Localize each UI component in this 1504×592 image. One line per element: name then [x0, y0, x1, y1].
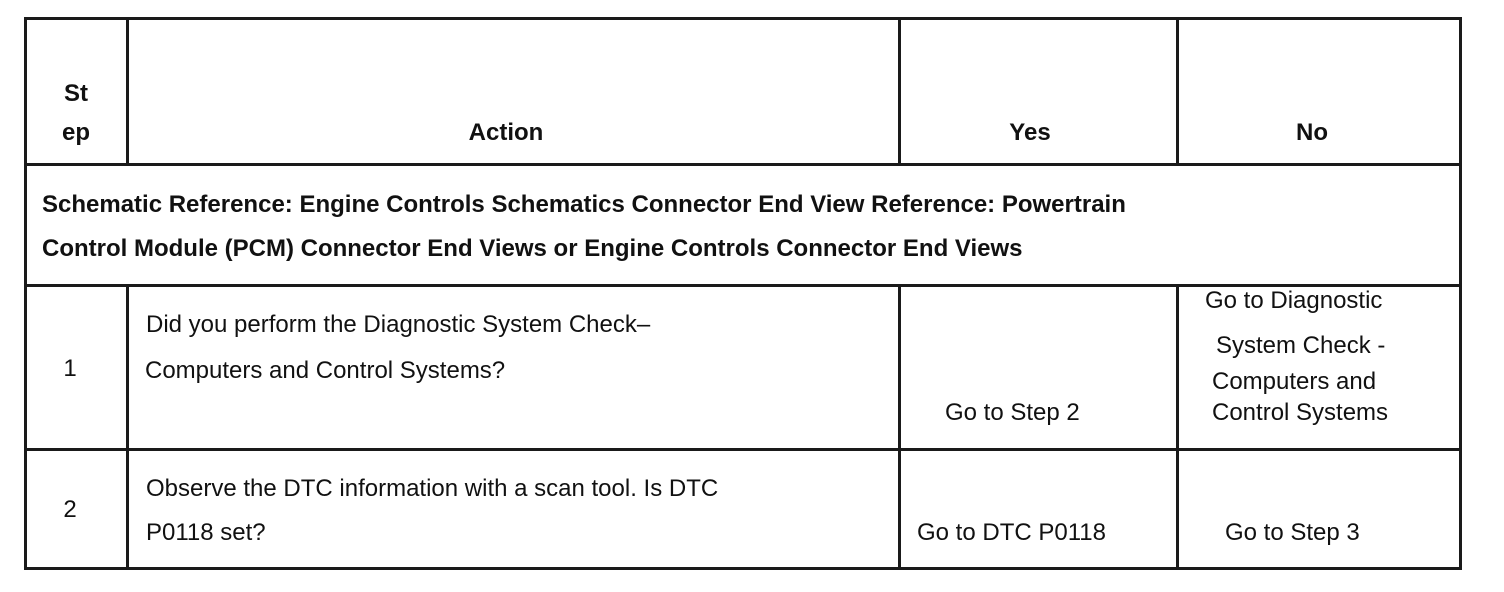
row1-no-line4: Control Systems	[1212, 399, 1389, 426]
header-step-line1: St	[64, 80, 88, 107]
header-step-line2: ep	[61, 119, 90, 146]
row1-no-line2: System Check -	[1216, 332, 1386, 359]
table-border-bottom	[24, 567, 1462, 570]
row1-action-line1: Did you perform the Diagnostic System Check–	[146, 311, 651, 338]
row1-no-line1: Go to Diagnostic	[1205, 287, 1383, 314]
header-no: No	[1296, 119, 1328, 146]
row1-action-line2: Computers and Control Systems?	[145, 357, 506, 384]
table-border-right	[1459, 17, 1462, 570]
column-divider-yes	[1176, 284, 1179, 570]
row2-step: 2	[63, 496, 77, 523]
table-border-left	[24, 17, 27, 570]
column-divider-action	[898, 284, 901, 570]
row1-no-line3: Computers and	[1212, 368, 1377, 395]
row2-no: Go to Step 3	[1225, 519, 1360, 546]
column-divider-action	[898, 17, 901, 166]
header-action: Action	[468, 119, 544, 146]
row2-yes: Go to DTC P0118	[917, 519, 1106, 546]
row-divider	[24, 448, 1462, 451]
table-border-top	[24, 17, 1462, 20]
header-divider	[24, 163, 1462, 166]
column-divider-step	[126, 17, 129, 166]
row2-action-line1: Observe the DTC information with a scan tool. Is DTC	[146, 475, 719, 502]
column-divider-yes	[1176, 17, 1179, 166]
column-divider-step	[126, 284, 129, 570]
row2-action-line2: P0118 set?	[146, 519, 266, 546]
schematic-reference-line1: Schematic Reference: Engine Controls Schematics Connector End View Reference: Powertrain	[42, 191, 1126, 218]
row1-yes: Go to Step 2	[945, 399, 1080, 426]
schematic-reference-line2: Control Module (PCM) Connector End Views or Engine Controls Connector End Views	[42, 235, 1023, 262]
row1-step: 1	[63, 355, 77, 382]
header-yes: Yes	[1009, 119, 1051, 146]
